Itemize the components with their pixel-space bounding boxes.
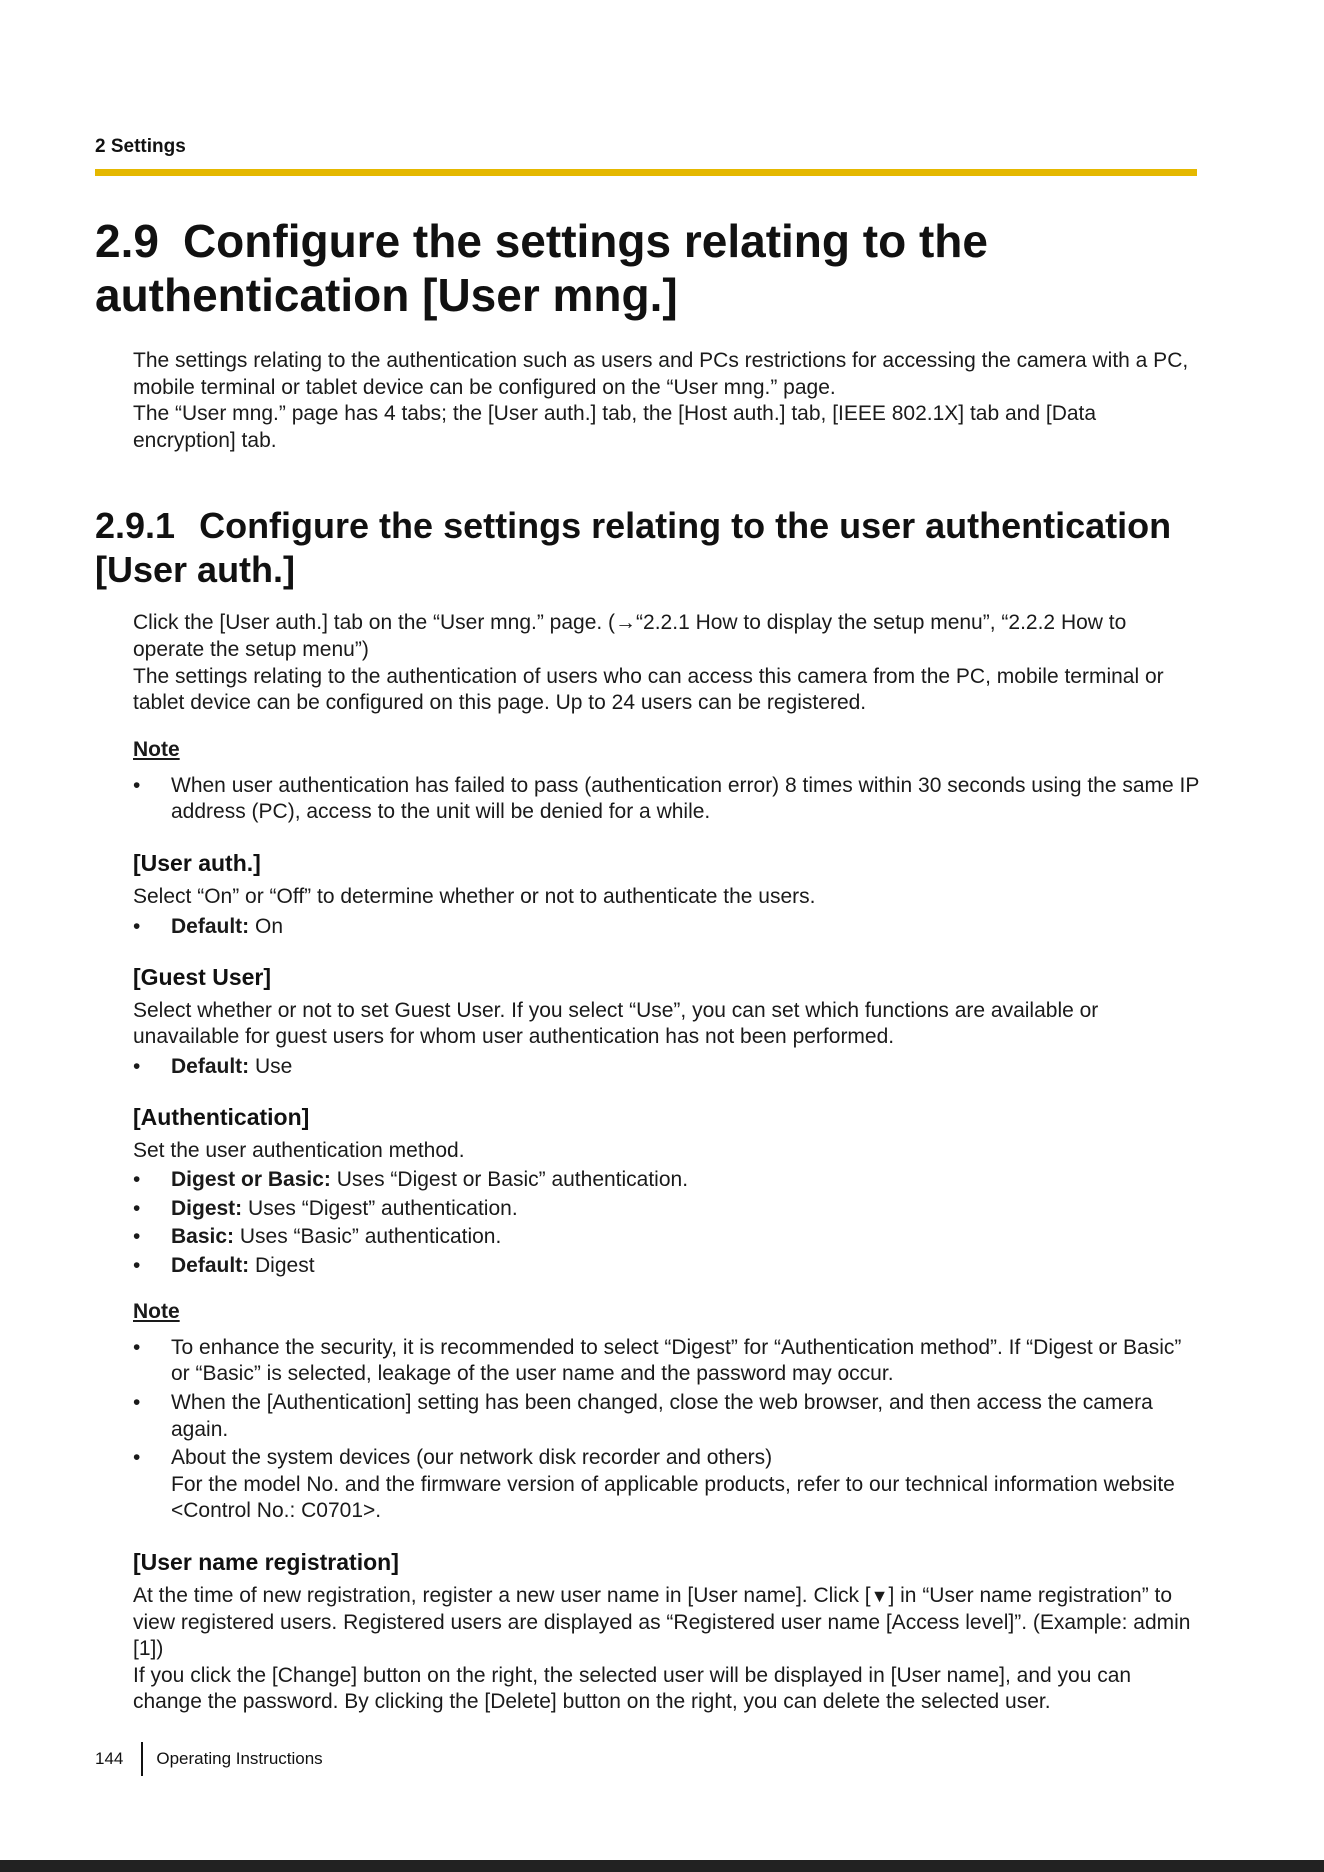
subsection-paragraph-1: Click the [User auth.] tab on the “User mng.” page. (→“2.2.1 How to display the setup menu”, “2.2.2 How to operate the setup menu”) xyxy=(133,611,1127,661)
bullet-icon: • xyxy=(133,1168,141,1192)
list-item xyxy=(133,1054,1200,1080)
item-text: Digest xyxy=(249,1253,315,1277)
list-item xyxy=(133,1253,1200,1279)
bullet-icon: • xyxy=(133,1196,141,1220)
triangle-down-icon: ▼ xyxy=(870,1585,889,1606)
document-title: Operating Instructions xyxy=(156,1749,323,1768)
page-number: 144 xyxy=(95,1749,124,1768)
footer-divider xyxy=(141,1742,143,1776)
item-label: Basic: xyxy=(171,1225,235,1249)
bullet-icon: • xyxy=(133,1225,141,1249)
item-text: Uses “Digest or Basic” authentication. xyxy=(330,1168,689,1192)
guest-user-list xyxy=(133,1054,1200,1080)
note-label: Note xyxy=(133,737,180,761)
page-content xyxy=(95,214,1200,1716)
bullet-icon: • xyxy=(133,1253,141,1277)
list-item xyxy=(133,914,1200,940)
user-registration-paragraph-1 xyxy=(133,1583,1200,1663)
intro xyxy=(133,348,1200,454)
bullet-icon: • xyxy=(133,1446,141,1470)
item-label: Digest: xyxy=(171,1196,243,1220)
list-item xyxy=(133,1167,1200,1193)
default-value: Use xyxy=(249,1054,293,1078)
default-value: On xyxy=(249,914,284,938)
bullet-icon: • xyxy=(133,1054,141,1078)
note-label: Note xyxy=(133,1299,180,1323)
item-text: Uses “Digest” authentication. xyxy=(242,1196,518,1220)
note-item xyxy=(133,1335,1200,1388)
note-item xyxy=(133,773,1200,826)
authentication-list xyxy=(133,1167,1200,1279)
note-list xyxy=(95,1335,1200,1525)
user-registration-paragraph-2: If you click the [Change] button on the right, the selected user will be displayed in [User name], and you can change the password. By clicking the [Delete] button on the right, you can delete the selected user. xyxy=(133,1663,1132,1714)
header-rule xyxy=(95,169,1197,176)
subsection-body xyxy=(133,610,1200,1716)
bullet-icon: • xyxy=(133,1391,141,1414)
subsection-number: 2.9.1 xyxy=(95,505,176,547)
scan-edge-bar xyxy=(0,1860,1324,1872)
subsection-title-text: Configure the settings relating to the user authentication [User auth.] xyxy=(95,505,1172,591)
page-footer xyxy=(95,1742,323,1776)
text-fragment: ] in “User name registration” to view registered users. Registered users are displayed as “Registered user name [Access level]”. (Example: admin [1]) xyxy=(133,1583,1191,1661)
bullet-icon: • xyxy=(133,773,141,797)
user-auth-description: Select “On” or “Off” to determine whether or not to authenticate the users. xyxy=(133,884,816,908)
guest-user-description: Select whether or not to set Guest User. If you select “Use”, you can set which functions are available or unavailable for guest users for whom user authentication has not been performed. xyxy=(133,998,1099,1049)
list-item xyxy=(133,1224,1200,1250)
title-text: Configure the settings relating to the authentication [User mng.] xyxy=(95,215,988,321)
subsection-paragraph-2: The settings relating to the authentication of users who can access this camera from the PC, mobile terminal or tablet device can be configured on this page. Up to 24 users can be registered. xyxy=(133,664,1164,715)
default-label: Default: xyxy=(171,914,250,938)
intro-paragraph-2: The “User mng.” page has 4 tabs; the [User auth.] tab, the [Host auth.] tab, [IEEE 802.1X] tab and [Data encryption] tab. xyxy=(133,402,1097,452)
text-fragment: At the time of new registration, register a new user name in [User name]. Click [ xyxy=(133,1583,871,1607)
list-item xyxy=(133,1196,1200,1222)
user-registration-heading: [User name registration] xyxy=(133,1548,399,1575)
bullet-icon: • xyxy=(133,1335,141,1359)
authentication-description: Set the user authentication method. xyxy=(133,1138,465,1162)
note-item-text: When user authentication has failed to pass (authentication error) 8 times within 30 seconds using the same IP address (PC), access to the unit will be denied for a while. xyxy=(171,773,1200,824)
item-label: Digest or Basic: xyxy=(171,1168,331,1192)
guest-user-heading: [Guest User] xyxy=(133,963,272,990)
item-text: Uses “Basic” authentication. xyxy=(234,1225,502,1249)
authentication-heading: [Authentication] xyxy=(133,1103,310,1130)
note-item-text: To enhance the security, it is recommended to select “Digest” for “Authentication method”. If “Digest or Basic” or “Basic” is selected, leakage of the user name and the password may occur. xyxy=(171,1335,1182,1386)
item-label: Default: xyxy=(171,1253,250,1277)
subsection-heading-wrap xyxy=(95,504,1200,592)
subsection-title xyxy=(95,504,1200,592)
user-auth-heading: [User auth.] xyxy=(133,849,261,876)
note-item-text: About the system devices (our network disk recorder and others) xyxy=(171,1446,773,1470)
intro-paragraph-1: The settings relating to the authentication such as users and PCs restrictions for accessing the camera with a PC, mobile terminal or tablet device can be configured on the “User mng.” page. xyxy=(133,349,1189,399)
default-label: Default: xyxy=(171,1054,250,1078)
note-list xyxy=(95,773,1200,826)
running-header: 2 Settings xyxy=(95,136,186,157)
title-number: 2.9 xyxy=(95,215,159,267)
note-item xyxy=(133,1390,1200,1443)
user-auth-list xyxy=(133,914,1200,940)
note-item-text: When the [Authentication] setting has been changed, close the web browser, and then access the camera again. xyxy=(171,1391,1153,1441)
note-item-text: For the model No. and the firmware version of applicable products, refer to our technical information website <Control No.: C0701>. xyxy=(171,1472,1175,1523)
note-item xyxy=(133,1445,1200,1525)
bullet-icon: • xyxy=(133,914,141,938)
page-title xyxy=(95,214,1200,322)
